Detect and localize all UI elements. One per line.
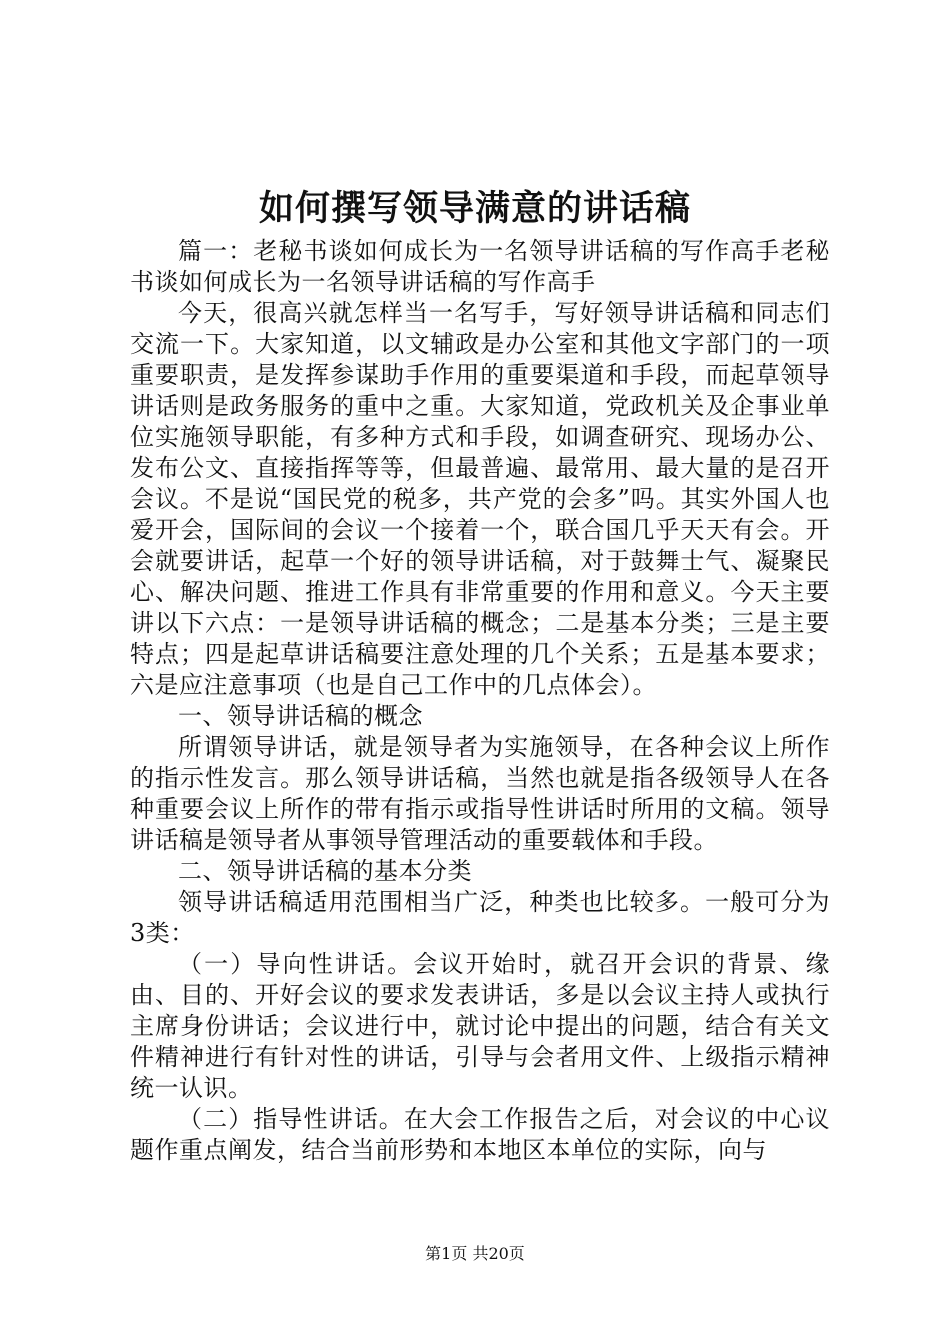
document-title: 如何撰写领导满意的讲话稿 [258,188,691,229]
document-body [130,236,830,1166]
section-heading-concept: 一、领导讲话稿的概念 [178,702,423,730]
paragraph-directive-speech: （二）指导性讲话。在大会工作报告之后，对会议的中心议题作重点阐发，结合当前形势和本地区本单位的实际，向与 [130,1105,830,1164]
paragraph-concept: 所谓领导讲话，就是领导者为实施领导，在各种会议上所作的指示性发言。那么领导讲话稿，当然也就是指各级领导人在各种重要会议上所作的带有指示或指导性讲话时所用的文稿。领导讲话稿是领导者从事领导管理活动的重要载体和手段。 [130,733,830,854]
page-number: 第1页 共20页 [425,1244,525,1263]
paragraph-classification: 领导讲话稿适用范围相当广泛，种类也比较多。一般可分为3类： [130,888,830,947]
section-heading-classification: 二、领导讲话稿的基本分类 [178,857,472,885]
paragraph-intro: 今天，很高兴就怎样当一名写手，写好领导讲话稿和同志们交流一下。大家知道，以文辅政是办公室和其他文字部门的一项重要职责，是发挥参谋助手作用的重要渠道和手段，而起草领导讲话则是政务服务的重中之重。大家知道，党政机关及企事业单位实施领导职能，有多种方式和手段，如调查研究、现场办公、发布公文、直接指挥等等，但最普遍、最常用、最大量的是召开会议。不是说“国民党的税多，共产党的会多”吗。其实外国人也爱开会，国际间的会议一个接着一个，联合国几乎天天有会。开会就要讲话，起草一个好的领导讲话稿，对于鼓舞士气、凝聚民心、解决问题、推进工作具有非常重要的作用和意义。今天主要讲以下六点：一是领导讲话稿的概念；二是基本分类；三是主要特点；四是起草讲话稿要注意处理的几个关系；五是基本要求；六是应注意事项（也是自己工作中的几点体会）。 [130,299,830,699]
paragraph-heading-1: 篇一：老秘书谈如何成长为一名领导讲话稿的写作高手老秘书谈如何成长为一名领导讲话稿的写作高手 [130,237,830,296]
paragraph-guiding-speech: （一）导向性讲话。会议开始时，就召开会识的背景、缘由、目的、开好会议的要求发表讲话，多是以会议主持人或执行主席身份讲话；会议进行中，就讨论中提出的问题，结合有关文件精神进行有针对性的讲话，引导与会者用文件、上级指示精神统一认识。 [130,950,830,1102]
